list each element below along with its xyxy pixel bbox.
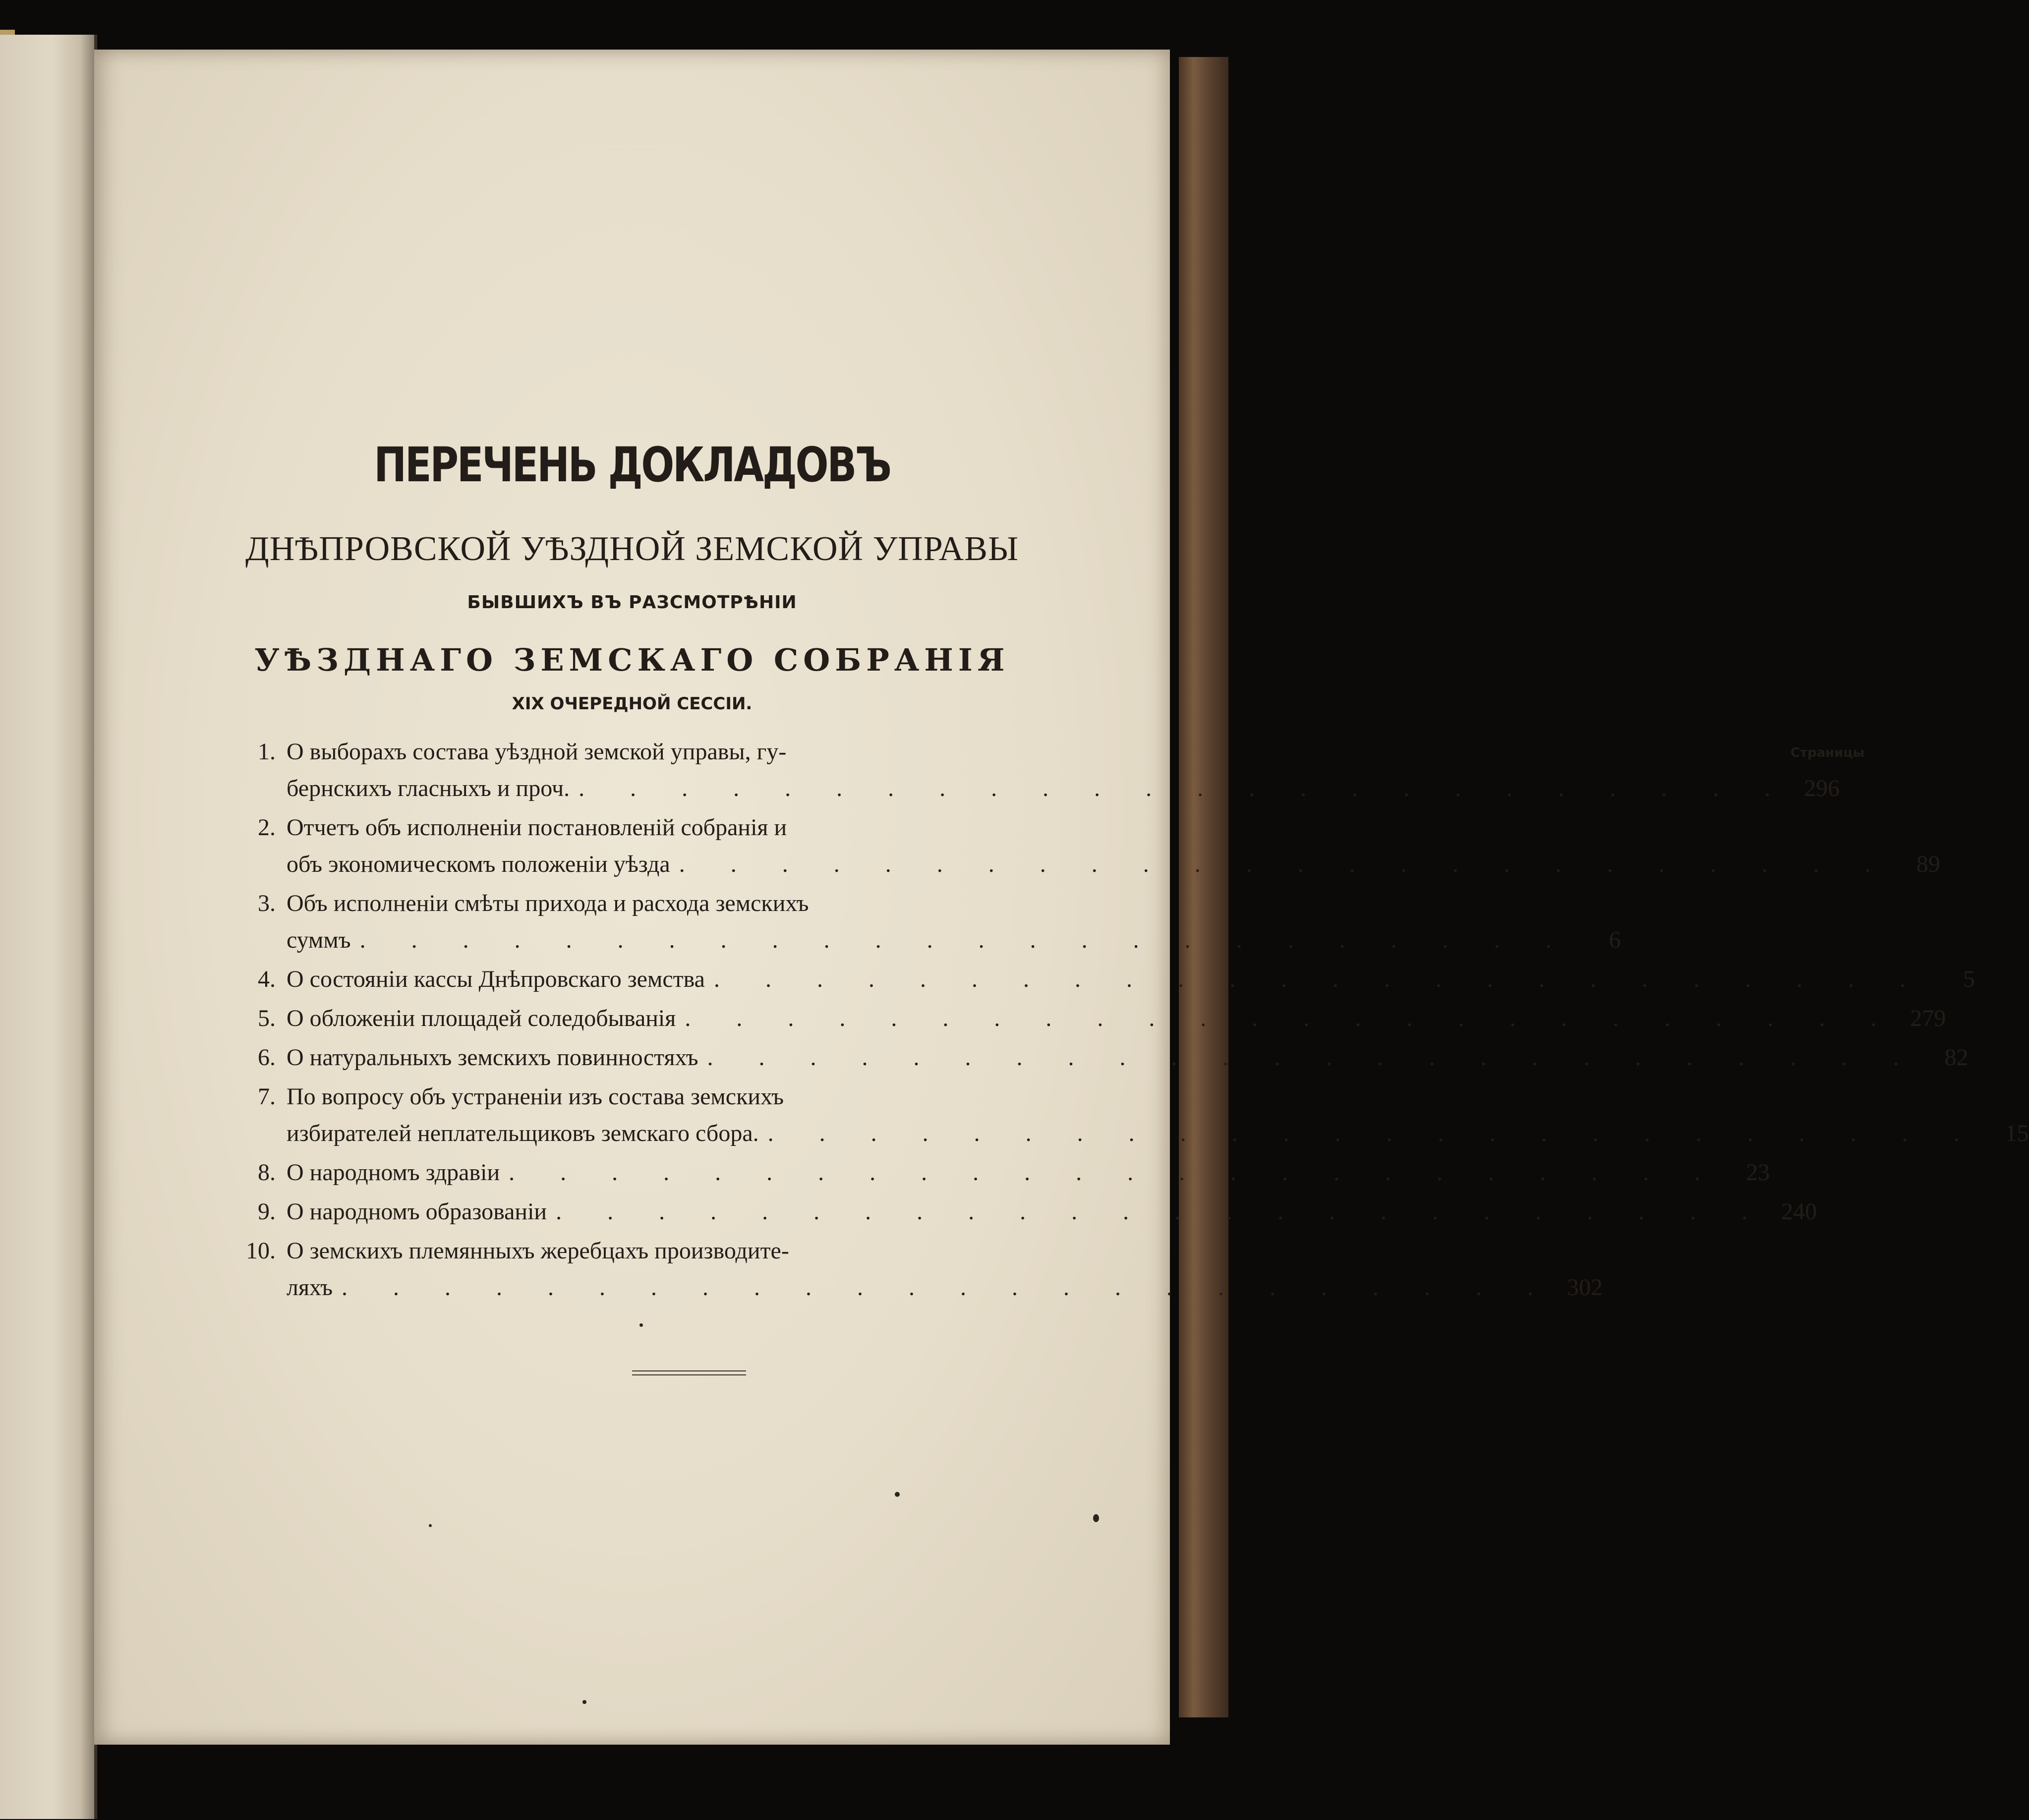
dot-leader: . . . . . . . . . . . . . . . . . . . . . . . . [342, 1274, 1554, 1301]
toc-item [238, 961, 1975, 998]
ink-speck [582, 1700, 586, 1704]
page-number: 296 [1804, 775, 1840, 801]
dot-leader: . . . . . . . . . . . . . . . . . . . . . . . . [707, 1044, 1919, 1071]
ink-speck [639, 1323, 643, 1327]
item-number: 10. [246, 1238, 276, 1264]
item-text: О обложеніи площадей соледобыванія [287, 1005, 676, 1031]
item-number: 8. [258, 1159, 276, 1186]
pages-column-label: Страницы [1790, 745, 1865, 760]
item-number: 3. [258, 890, 276, 916]
item-text: О земскихъ племянныхъ жеребцахъ производите- [287, 1238, 789, 1264]
toc-item [238, 1039, 1969, 1076]
item-text: О натуральныхъ земскихъ повинностяхъ [287, 1044, 698, 1071]
dot-leader: . . . . . . . . . . . . . . . . . . . . . . . . [685, 1005, 1897, 1031]
toc-item [238, 885, 1621, 959]
subtitle-board: ДНѢПРОВСКОЙ УѢЗДНОЙ ЗЕМСКОЙ УПРАВЫ [245, 530, 1019, 568]
toc-item [238, 1000, 1946, 1037]
page-number: 6 [1609, 927, 1621, 953]
page-number: 89 [1916, 851, 1940, 877]
page-number: 15 [2005, 1120, 2029, 1146]
item-text-continued: ляхъ [287, 1274, 333, 1301]
table-of-contents [238, 734, 2029, 1308]
toc-item [238, 1194, 1817, 1230]
item-number: 5. [258, 1005, 276, 1031]
item-text: О народномъ здравіи [287, 1159, 500, 1186]
page-number: 5 [1963, 966, 1975, 992]
item-number: 7. [258, 1083, 276, 1110]
toc-item [238, 734, 1865, 807]
item-text-continued: избирателей неплательщиковъ земскаго сбора. [287, 1120, 759, 1146]
ink-speck [895, 1492, 900, 1497]
toc-item [238, 1154, 1770, 1191]
item-text-continued: объ экономическомъ положеніи уѣзда [287, 851, 670, 877]
page-number: 82 [1944, 1044, 1969, 1071]
page-number: 279 [1910, 1005, 1946, 1031]
dot-leader: . . . . . . . . . . . . . . . . . . . . . . . . [679, 851, 1891, 877]
dot-leader: . . . . . . . . . . . . . . . . . . . . . . . . [767, 1120, 1979, 1146]
toc-item [238, 1233, 1603, 1306]
item-text: О народномъ образованіи [287, 1198, 547, 1225]
item-number: 4. [258, 966, 276, 992]
item-number: 2. [258, 814, 276, 841]
dot-leader: . . . . . . . . . . . . . . . . . . . . . . . . [579, 775, 1791, 801]
item-text-continued: суммъ [287, 927, 351, 953]
item-text: О выборахъ состава уѣздной земской управы, гу- [287, 739, 787, 765]
ink-speck [429, 1524, 432, 1527]
subtitle-assembly: УѢЗДНАГО ЗЕМСКАГО СОБРАНІЯ [254, 642, 1010, 678]
dot-leader: . . . . . . . . . . . . . . . . . . . . . . . . [359, 927, 1571, 953]
facing-page [0, 35, 97, 1819]
item-text: Отчетъ объ исполненіи постановленій собранія и [287, 814, 787, 841]
item-number: 9. [258, 1198, 276, 1225]
item-text: По вопросу объ устраненіи изъ состава земскихъ [287, 1083, 784, 1110]
toc-item [238, 809, 1940, 883]
item-number: 6. [258, 1044, 276, 1071]
decorative-double-rule [632, 1370, 746, 1375]
page-title: ПЕРЕЧЕНЬ ДОКЛАДОВЪ [374, 437, 890, 493]
dot-leader: . . . . . . . . . . . . . . . . . . . . . . . . [509, 1159, 1721, 1186]
page-number: 240 [1781, 1198, 1817, 1225]
item-text: О состояніи кассы Днѣпровскаго земства [287, 966, 705, 992]
page-number: 302 [1567, 1274, 1603, 1301]
session-heading: XIX ОЧЕРЕДНОЙ СЕССІИ. [512, 694, 753, 714]
item-text: Объ исполненіи смѣты прихода и расхода земскихъ [287, 890, 809, 916]
ink-speck [1093, 1514, 1099, 1522]
page-number: 23 [1746, 1159, 1770, 1186]
subtitle-reviewed: БЫВШИХЪ ВЪ РАЗСМОТРѢНІИ [467, 592, 797, 613]
item-text-continued: бернскихъ гласныхъ и проч. [287, 775, 570, 801]
dot-leader: . . . . . . . . . . . . . . . . . . . . . . . . [713, 966, 1925, 992]
dot-leader: . . . . . . . . . . . . . . . . . . . . . . . . [556, 1198, 1768, 1225]
page-content [94, 0, 2029, 1820]
toc-item [238, 1079, 2029, 1152]
item-number: 1. [258, 739, 276, 765]
